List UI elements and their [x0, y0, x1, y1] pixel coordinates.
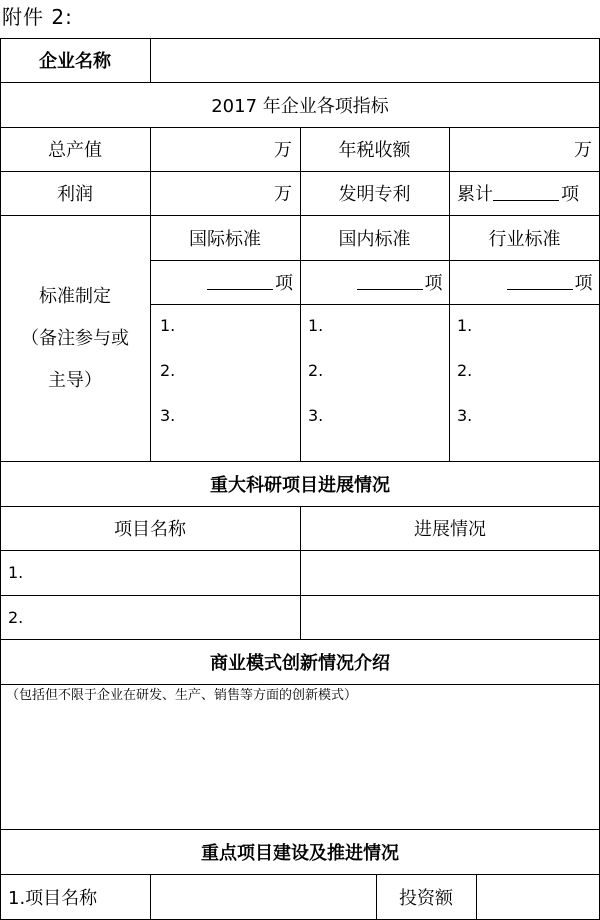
intl-item[interactable]: 1.	[160, 316, 176, 335]
intl-standard-header: 国际标准	[189, 228, 261, 250]
attachment-header: 附件 2:	[2, 5, 73, 29]
domestic-count-blank[interactable]	[357, 275, 423, 290]
domestic-item[interactable]: 3.	[308, 406, 324, 425]
patent-label: 发明专利	[338, 184, 411, 205]
gross-output-field[interactable]	[150, 127, 300, 171]
standards-label-line: （备注参与或	[21, 327, 129, 349]
profit-field[interactable]	[150, 171, 300, 215]
domestic-standard-count[interactable]	[300, 260, 449, 304]
tax-label: 年税收额	[338, 140, 411, 161]
research-progress-field[interactable]	[301, 550, 599, 595]
patent-field[interactable]	[449, 171, 600, 215]
intl-item[interactable]: 3.	[160, 406, 176, 425]
project-name-label: 1.项目名称	[8, 887, 98, 909]
standards-label-line: 主导）	[48, 369, 102, 391]
research-col-name: 项目名称	[114, 519, 186, 540]
business-model-note: （包括但不限于企业在研发、生产、销售等方面的创新模式）	[6, 688, 358, 703]
industry-standard-count[interactable]	[449, 260, 600, 304]
investment-label: 投资额	[399, 887, 453, 909]
patent-count-blank[interactable]	[493, 186, 559, 201]
research-row[interactable]: 1.	[8, 563, 24, 582]
gross-output-label: 总产值	[48, 140, 102, 161]
project-name-field[interactable]	[151, 875, 376, 919]
key-projects-title: 重点项目建设及推进情况	[201, 842, 399, 864]
business-model-title: 商业模式创新情况介绍	[210, 652, 390, 674]
research-progress-field[interactable]	[301, 595, 599, 639]
standards-label-line: 标准制定	[39, 285, 111, 307]
patent-prefix: 累计	[457, 184, 493, 205]
domestic-count-unit: 项	[424, 273, 443, 294]
industry-count-unit: 项	[574, 273, 593, 294]
domestic-item[interactable]: 2.	[308, 361, 324, 380]
intl-count-blank[interactable]	[207, 275, 273, 290]
profit-unit: 万	[274, 184, 292, 205]
industry-item[interactable]: 1.	[457, 316, 473, 335]
gross-output-unit: 万	[274, 140, 292, 161]
domestic-item[interactable]: 1.	[308, 316, 324, 335]
indicators-title: 2017 年企业各项指标	[211, 95, 389, 117]
profit-label: 利润	[57, 184, 93, 205]
intl-count-unit: 项	[275, 273, 293, 294]
standards-label	[0, 216, 150, 461]
research-title: 重大科研项目进展情况	[210, 474, 390, 496]
intl-standard-count[interactable]	[150, 260, 300, 304]
intl-item[interactable]: 2.	[160, 361, 176, 380]
domestic-standard-header: 国内标准	[338, 228, 411, 250]
company-name-field[interactable]	[151, 39, 599, 82]
patent-unit: 项	[561, 184, 579, 205]
investment-field[interactable]	[477, 875, 599, 919]
industry-item[interactable]: 3.	[457, 406, 473, 425]
research-row[interactable]: 2.	[8, 607, 24, 627]
business-model-field[interactable]	[1, 705, 599, 829]
research-col-progress: 进展情况	[414, 519, 486, 540]
tax-field[interactable]	[449, 127, 600, 171]
company-name-label: 企业名称	[39, 51, 111, 72]
industry-count-blank[interactable]	[507, 275, 573, 290]
industry-item[interactable]: 2.	[457, 361, 473, 380]
tax-unit: 万	[574, 140, 592, 161]
industry-standard-header: 行业标准	[488, 228, 561, 250]
